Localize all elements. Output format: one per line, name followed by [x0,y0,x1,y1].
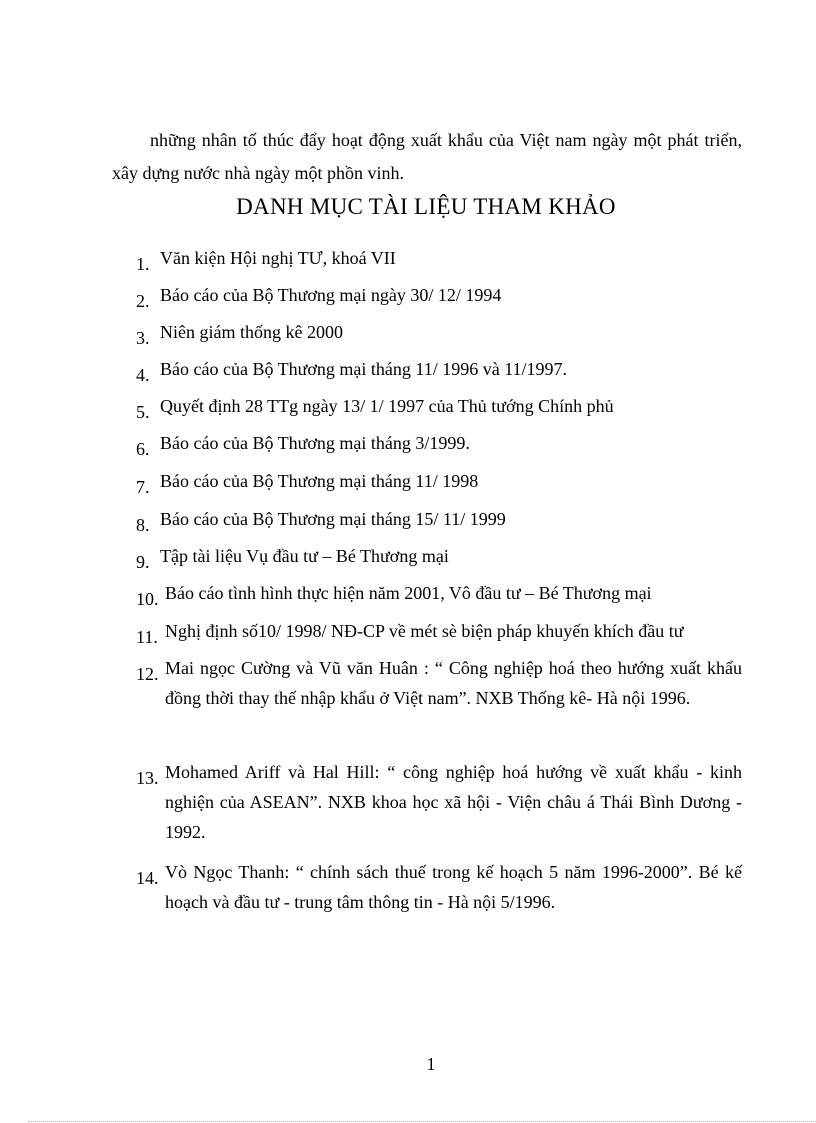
list-item-number: 5. [136,402,150,422]
list-item [136,857,742,917]
list-item-number: 3. [136,328,150,348]
list-item-number: 1. [136,254,150,274]
list-item-text: Nghị định số10/ 1998/ NĐ-CP về mét sè biện pháp khuyến khích đầu tư [165,621,684,641]
list-item-number: 7. [136,477,150,497]
list-item-text: Mai ngọc Cường và Vũ văn Huân : “ Công nghiệp hoá theo hướng xuất khẩu đồng thời thay thế nhập khẩu ở Việt nam”. NXB Thống kê- Hà nội 1996. [165,658,742,708]
list-item-text: Báo cáo của Bộ Thương mại tháng 15/ 11/ 1999 [160,509,506,529]
page-number: 1 [426,1054,436,1074]
list-item-text: Báo cáo của Bộ Thương mại ngày 30/ 12/ 1994 [160,285,502,305]
list-item [136,280,742,310]
list-item-number: 8. [136,515,150,535]
list-item [136,504,742,534]
list-item [136,653,742,713]
list-item [136,578,742,608]
list-item-text: Báo cáo của Bộ Thương mại tháng 3/1999. [160,433,470,453]
list-item-text: Vò Ngọc Thanh: “ chính sách thuế trong kế hoạch 5 năm 1996-2000”. Bé kế hoạch và đầu tư - trung tâm thông tin - Hà nội 5/1996. [165,862,742,912]
intro-paragraph: những nhân tố thúc đẩy hoạt động xuất khẩu của Việt nam ngày một phát triển, xây dựng nước nhà ngày một phồn vinh. [112,130,742,183]
list-item [136,243,742,273]
list-item-number: 4. [136,365,150,385]
list-item-text: Niên giám thống kê 2000 [160,322,343,342]
list-item-number: 2. [136,291,150,311]
list-item [136,391,742,421]
list-item-number: 9. [136,552,150,572]
list-item [136,541,742,571]
list-item-number: 6. [136,439,150,459]
list-item-text: Báo cáo tình hình thực hiện năm 2001, Vô đầu tư – Bé Thương mại [165,583,652,603]
list-item-text: Quyết định 28 TTg ngày 13/ 1/ 1997 của Thủ tướng Chính phủ [160,396,614,416]
list-item-text: Báo cáo của Bộ Thương mại tháng 11/ 1998 [160,471,479,491]
list-item-text: Văn kiện Hội nghị TƯ, khoá VII [160,248,396,268]
list-item-number: 13. [136,768,159,788]
list-item-number: 11. [136,627,158,647]
list-item-number: 14. [136,868,159,888]
list-item-text: Tập tài liệu Vụ đầu tư – Bé Thương mại [160,546,449,566]
list-item [136,466,742,496]
page-title: DANH MỤC TÀI LIỆU THAM KHẢO [236,194,616,219]
list-item [136,354,742,384]
list-item-text: Mohamed Ariff và Hal Hill: “ công nghiệp hoá hướng về xuất khẩu - kinh nghiện của ASEAN”. NXB khoa học xã hội - Viện châu á Thái Bình Dương - 1992. [165,762,742,842]
list-item [136,428,742,458]
list-item [136,317,742,347]
list-item [136,616,742,646]
page-bottom-divider [28,1121,816,1122]
list-item-number: 10. [136,589,159,609]
list-item [136,757,742,847]
list-item-text: Báo cáo của Bộ Thương mại tháng 11/ 1996 và 11/1997. [160,359,568,379]
list-item-number: 12. [136,664,159,684]
